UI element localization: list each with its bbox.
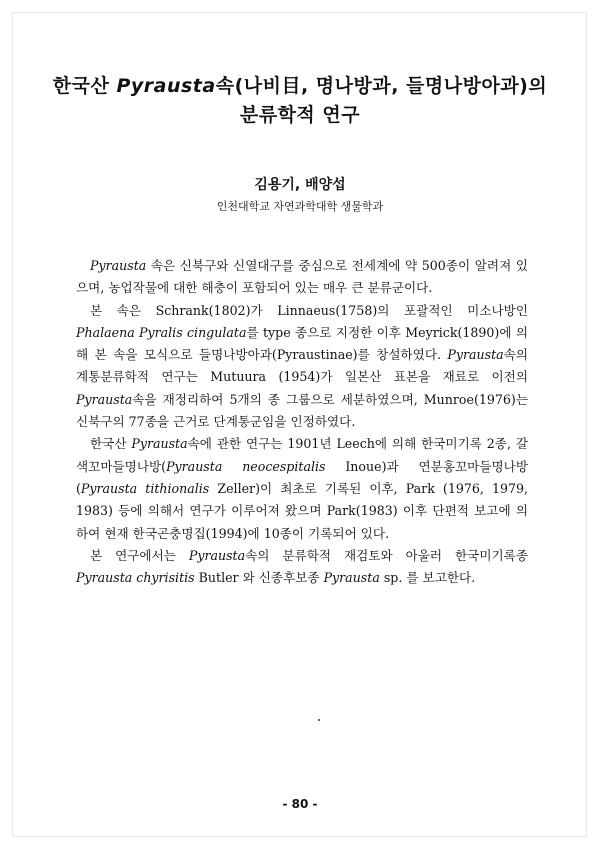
title-line-2: 분류학적 연구 [239, 104, 361, 126]
stray-dot [318, 719, 320, 721]
page-number: - 80 - [282, 797, 318, 811]
genus-name: Pyrausta [188, 547, 246, 563]
article-body [76, 255, 528, 589]
paragraph-1 [76, 255, 528, 300]
article-title [0, 72, 600, 130]
species-name: Pyrausta tithionalis [80, 480, 210, 496]
paragraph-4 [76, 545, 528, 590]
paragraph-text: 를 type 종으로 지정한 이후 Meyrick(1890)에 의해 본 속을 모식으로 들명나방아과(Pyraustinae)를 창설하였다. [76, 324, 528, 363]
paragraph-3 [76, 433, 528, 544]
genus-name: Pyrausta [90, 258, 147, 273]
genus-name: Pyrausta [447, 347, 504, 363]
paragraph-2 [76, 300, 528, 434]
paragraph-text: 속을 재정리하여 5개의 종 그룹으로 세분하였으며, Munroe(1976)는 신북구의 77종을 근거로 단계통군임을 인정하였다. [76, 391, 528, 430]
paragraph-text: 속에 관한 연구는 1901년 Leech에 의해 한국미기록 2종, 갈색꼬마들명나방( [76, 436, 528, 474]
title-line-1 [0, 72, 600, 101]
genus-name: Pyrausta [131, 436, 188, 452]
paragraph-text: sp. 를 보고한다. [379, 570, 476, 586]
paragraph-text: 속의 분류학적 재검토와 아울러 한국미기록종 [245, 547, 528, 563]
paragraph-text: Zeller)이 최초로 기록된 이후, Park (1976, 1979, 1983) 등에 의해서 연구가 이루어져 왔으며 Park(1983) 이후 단편적 보고에 의하여 현재 한국곤충명집(1994)에 10종이 기록되어 있다. [76, 480, 528, 541]
genus-name: Pyrausta [76, 391, 133, 407]
paragraph-text: 속은 신북구와 신열대구를 중심으로 전세계에 약 500종이 알려져 있으며, 농업작물에 대한 해충이 포함되어 있는 매우 큰 분류군이다. [76, 258, 528, 296]
paragraph-text: 본 속은 Schrank(1802)가 Linnaeus(1758)의 포괄적인 미소나방인 [90, 302, 528, 318]
genus-name: Pyrausta [323, 570, 380, 586]
title-genus: Pyrausta [116, 75, 216, 97]
species-name: Pyrausta neocespitalis [166, 458, 326, 474]
title-suffix: 속(나비目, 명나방과, 들명나방아과)의 [215, 75, 548, 97]
paragraph-text: Butler 와 신종후보종 [194, 570, 324, 586]
paragraph-text: 본 연구에서는 [90, 547, 189, 563]
paragraph-text: 한국산 [90, 436, 132, 452]
species-name: Phalaena Pyralis cingulata [76, 324, 247, 340]
title-prefix: 한국산 [52, 75, 117, 97]
authors: 김용기, 배양섭 [254, 177, 346, 193]
paragraph-text: 속의 계통분류학적 연구는 Mutuura (1954)가 일본산 표본을 재료로 이전의 [76, 347, 528, 385]
paragraph-text: Inoue)과 연분홍꼬마들명나방( [76, 458, 528, 496]
species-name: Pyrausta chyrisitis [76, 570, 195, 586]
affiliation: 인천대학교 자연과학대학 생물학과 [216, 200, 384, 213]
